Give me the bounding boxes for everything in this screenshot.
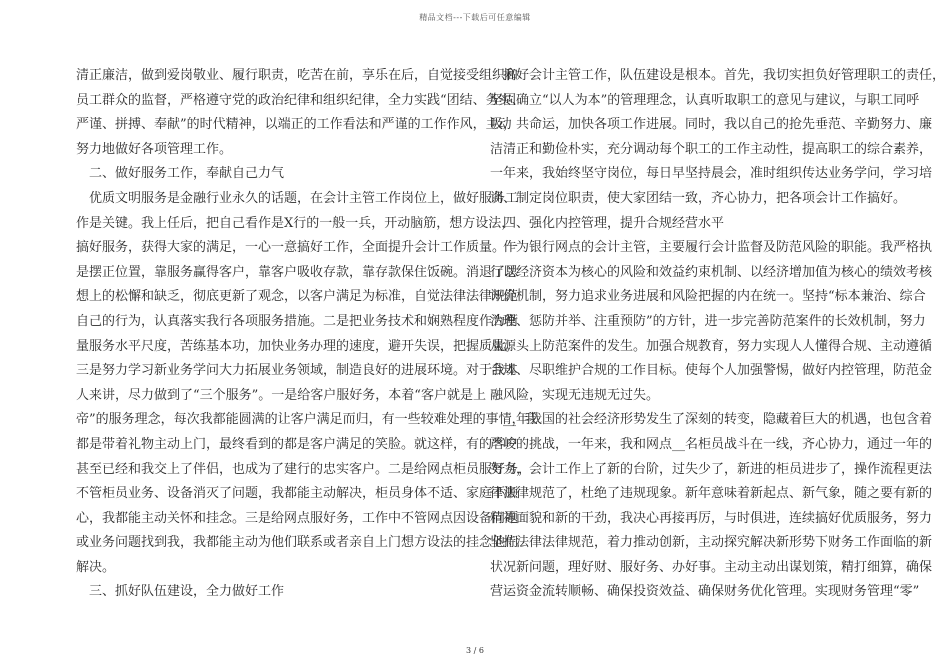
text-line: 心，我都能主动关怀和挂念。三是给网点服好务，工作中不管网点因设备问题	[76, 510, 519, 526]
text-line: 精神面貌和新的干劲，我决心再接再厉，与时俱进，连续搞好优质服务，努力	[490, 510, 933, 526]
text-line: 清正廉洁，做到爱岗敬业、履行职责，吃苦在前，享乐在后，自觉接受组织和	[76, 68, 519, 83]
text-line: 甚至已经和我交上了伴侣，也成为了建行的忠实客户。二是给网点柜员服好务，	[76, 461, 532, 477]
page-header: 精品文档---下载后可任意编辑	[419, 13, 531, 22]
text-line: 三、抓好队伍建设，全力做好工作	[76, 584, 285, 600]
text-line: 人来讲，尽力做到了“三个服务”。一是给客户服好务，本着“客户就是上	[76, 387, 486, 403]
text-line: 作为银行网点的会计主管，主要履行会计监督及防范风险的职能。我严格执	[490, 240, 933, 256]
text-line: 状况新问题，理好财、服好务、办好事。主动主动出谋划策，精打细算，确保	[490, 559, 933, 575]
text-line: 不管柜员业务、设备消灭了问题，我都能主动解决，柜员身体不适、家庭不顺	[76, 486, 519, 502]
text-line: 从源头上防范案件的发生。加强合规教育，努力实现人人懂得合规、主动遵循	[490, 338, 933, 354]
text-line: 搞好会计主管工作，队伍建设是根本。首先，我切实担负好管理职工的责任，	[490, 68, 946, 83]
text-line: 一年来，我始终坚守岗位，每日早坚持晨会，准时组织传达业务学问，学习培	[490, 166, 933, 182]
text-line: __年我国的社会经济形势发生了深刻的转变，隐藏着巨大的机遇，也包含着	[490, 412, 933, 428]
text-line: 训、制定岗位职责，使大家团结一致，齐心协力，把各项会计工作搞好。	[490, 190, 907, 206]
text-line: 或业务问题找到我，我都能主动为他们联系或者亲自上门想方设法的挂念他们	[76, 535, 519, 551]
text-line: 努力地做好各项管理工作。	[76, 141, 233, 157]
text-line: 坚固确立“以人为本”的管理理念，认真听取职工的意见与建议，与职工同呼	[490, 92, 920, 108]
text-line: 是摆正位置，靠服务赢得客户，靠客户吸收存款，靠存款保住饭碗。消退了思	[76, 264, 519, 280]
text-line: 坚持法律法律规范，着力推动创新，主动探究解决新形势下财务工作面临的新	[490, 535, 933, 551]
text-line: 律法律规范了，杜绝了违规现象。新年意味着新起点、新气象，随之要有新的	[490, 486, 933, 502]
left-text-column	[76, 64, 538, 605]
right-text-column	[490, 64, 946, 605]
text-line: 量服务水平尺度，苦练基本功，加快业务办理的速度，避开失误，把握质量。	[76, 338, 519, 354]
text-line: 解决。	[76, 559, 116, 575]
text-line: 治理、惩防并举、注重预防”的方针，进一步完善防范案件的长效机制，努力	[490, 313, 926, 329]
text-line: 评价机制，努力追求业务进展和风险把握的内在统一。坚持“标本兼治、综合	[490, 289, 926, 305]
text-line: 自己的行为，认真落实我行各项服务措施。二是把业务技术和娴熟程度作为衡	[76, 313, 519, 329]
text-line: 严峻的挑战，一年来，我和网点__名柜员战斗在一线，齐心协力，通过一年的	[490, 436, 933, 452]
text-line: 作是关键。我上任后，把自己看作是X行的一般一兵，开动脑筋，想方设法，	[76, 215, 515, 231]
text-line: 帝”的服务理念，每次我都能圆满的让客户满足而归，有一些较难处理的事情，我	[76, 412, 538, 428]
text-line: 搞好服务，获得大家的满足，一心一意搞好工作，全面提升会计工作质量。一	[76, 240, 519, 256]
text-line: 行以经济资本为核心的风险和效益约束机制、以经济增加值为核心的绩效考核	[490, 264, 933, 280]
text-line: 二、做好服务工作，奉献自己力气	[76, 166, 285, 182]
text-line: 严谨、拼搏、奉献”的时代精神，以端正的工作看法和严谨的工作作风，主动	[76, 117, 512, 133]
text-line: 想上的松懈和缺乏，彻底更新了观念，以客户满足为标准，自觉法律法律规范	[76, 289, 519, 305]
text-line: 吸，共命运，加快各项工作进展。同时，我以自己的抢先垂范、辛勤努力、廉	[490, 117, 933, 133]
text-line: 员工群众的监督，严格遵守党的政治纪律和组织纪律，全力实践“团结、务实、	[76, 92, 525, 108]
text-line: 优质文明服务是金融行业永久的话题，在会计主管工作岗位上，做好服务工	[76, 190, 519, 206]
page-number: 3 / 6	[466, 646, 484, 655]
text-line: 都是带着礼物主动上门，最终看到的都是客户满足的笑脸。就这样，有的客户	[76, 436, 519, 452]
text-line: 四、强化内控管理，提升合规经营水平	[490, 215, 725, 231]
text-line: 三是努力学习新业务学问大力拓展业务领域，制造良好的进展环境。对于我本	[76, 363, 519, 379]
text-line: 努力，会计工作上了新的台阶，过失少了，新进的柜员进步了，操作流程更法	[490, 461, 933, 477]
text-line: 合规、尽职维护合规的工作目标。使每个人加强警惕，做好内控管理，防范金	[490, 363, 933, 379]
text-line: 营运资金流转顺畅、确保投资效益、确保财务优化管理。实现财务管理“零”	[490, 584, 920, 600]
text-line: 融风险，实现无违规无过失。	[490, 387, 660, 403]
text-line: 洁清正和勤俭朴实，充分调动每个职工的工作主动性，提高职工的综合素养，	[490, 141, 933, 157]
